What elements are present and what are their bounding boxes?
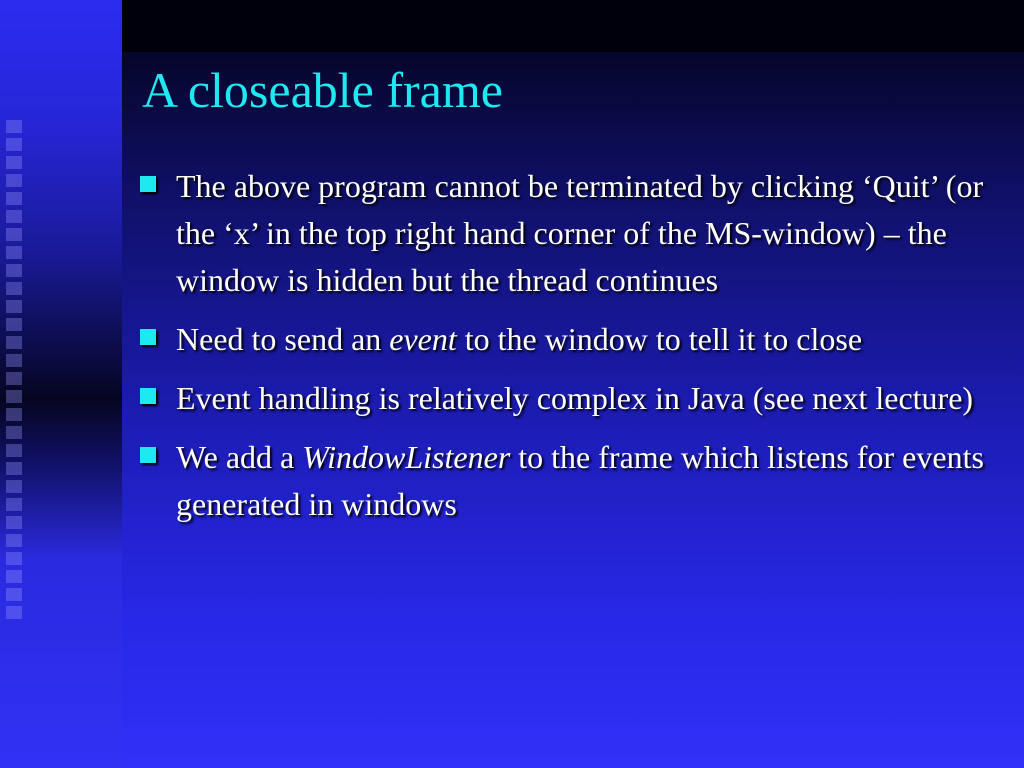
bullet-text-after: to the window to tell it to close [456,321,863,357]
bullet-text-after: to the frame which listens for events generated in windows [176,439,984,522]
decorative-square [6,120,22,133]
decorative-square [6,264,22,277]
decorative-square [6,372,22,385]
top-dark-bar [122,0,1024,52]
bullet-text-emphasis: event [389,321,457,357]
square-bullet-icon [140,176,156,192]
bullet-text: Event handling is relatively complex in Java (see next lecture) [176,380,974,416]
bullet-text: The above program cannot be terminated by clicking ‘Quit’ (or the ‘x’ in the top right hand corner of the MS-window) – the window is hidden but the thread continues [176,168,984,298]
decorative-square [6,354,22,367]
decorative-square [6,192,22,205]
decorative-square [6,246,22,259]
decorative-square [6,336,22,349]
decorative-square [6,300,22,313]
decorative-squares [6,120,26,640]
bullet-text-before: We add a [176,439,303,475]
decorative-square [6,426,22,439]
decorative-square [6,156,22,169]
decorative-square [6,390,22,403]
bullet-list [140,163,1000,540]
decorative-square [6,318,22,331]
decorative-square [6,408,22,421]
decorative-square [6,606,22,619]
decorative-square [6,462,22,475]
decorative-square [6,498,22,511]
bullet-item [140,434,1000,528]
decorative-square [6,444,22,457]
decorative-square [6,552,22,565]
decorative-square [6,588,22,601]
bullet-text [176,434,1000,528]
decorative-square [6,210,22,223]
decorative-square [6,480,22,493]
decorative-square [6,516,22,529]
square-bullet-icon [140,388,156,404]
bullet-text-before: Need to send an [176,321,390,357]
left-decorative-band [0,0,122,768]
decorative-square [6,138,22,151]
bullet-item [140,375,1000,422]
decorative-square [6,282,22,295]
bullet-item [140,316,1000,363]
bullet-item [140,163,1000,304]
square-bullet-icon [140,447,156,463]
decorative-square [6,570,22,583]
bullet-text [176,316,1000,363]
bullet-text-emphasis: WindowListener [302,439,511,475]
decorative-square [6,174,22,187]
square-bullet-icon [140,329,156,345]
decorative-square [6,534,22,547]
slide-title: A closeable frame [142,62,503,118]
decorative-square [6,228,22,241]
